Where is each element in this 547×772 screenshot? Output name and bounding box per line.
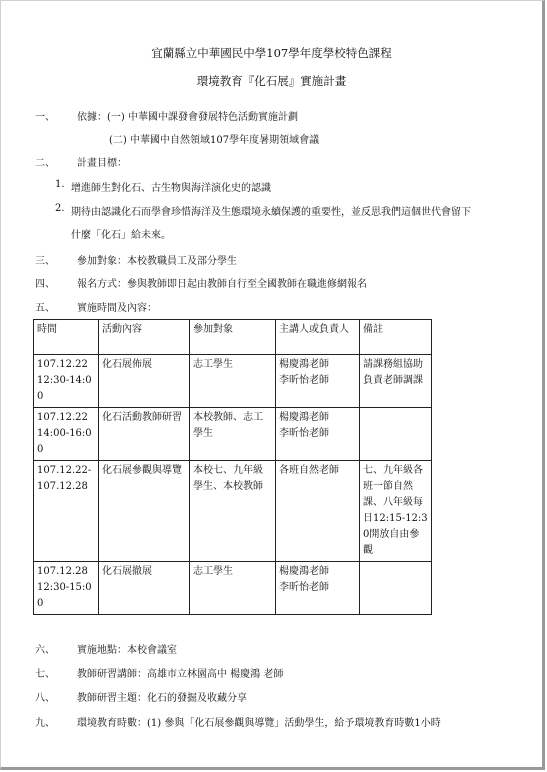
cell-notes: 七、九年級各班一節自然課、八年級每日12:15-12:30開放自由參觀 xyxy=(360,461,432,562)
section-7-number: 七、 xyxy=(35,669,55,680)
cell-notes: 請課務組協助負責老師調課 xyxy=(360,355,432,408)
section-5-number: 五、 xyxy=(35,303,55,314)
header-activity: 活動內容 xyxy=(99,320,190,355)
cell-participants: 本校七、九年級學生、本校教師 xyxy=(190,461,276,562)
section-6-number: 六、 xyxy=(35,645,55,656)
table-row xyxy=(34,408,432,461)
section-4-text: 報名方式：參與教師即日起由教師自行至全國教師在職進修網報名 xyxy=(77,279,367,290)
cell-notes xyxy=(360,562,432,615)
cell-activity: 化石活動教師研習 xyxy=(99,408,190,461)
section-1-sub: (二) 中華國中自然領域107學年度暑期領域會議 xyxy=(109,135,320,146)
header-time: 時間 xyxy=(34,320,99,355)
table-header-row xyxy=(34,320,432,355)
document-subtitle: 環境教育『化石展』實施計畫 xyxy=(196,74,347,88)
goal-2-number: 2. xyxy=(55,203,65,214)
section-1-number: 一、 xyxy=(35,112,55,123)
cell-participants: 志工學生 xyxy=(190,562,276,615)
section-3-number: 三、 xyxy=(35,256,55,267)
cell-notes xyxy=(360,408,432,461)
document-title: 宜蘭縣立中華國民中學107學年度學校特色課程 xyxy=(151,46,392,60)
goal-2-text: 期待由認識化石而學會珍惜海洋及生態環境永續保護的重要性，並反思我們這個世代會留下 xyxy=(71,207,471,218)
section-7-text: 教師研習講師：高雄市立林園高中 楊慶鴻 老師 xyxy=(77,669,284,680)
section-4-number: 四、 xyxy=(35,279,55,290)
header-speaker: 主講人或負責人 xyxy=(276,320,360,355)
cell-speaker: 楊慶鴻老師 李昕怡老師 xyxy=(276,562,360,615)
schedule-table xyxy=(33,319,432,615)
goal-1-text: 增進師生對化石、古生物與海洋演化史的認識 xyxy=(71,183,271,194)
table-row xyxy=(34,562,432,615)
section-2-text: 計畫目標： xyxy=(77,158,127,169)
section-3-text: 參加對象：本校教職員工及部分學生 xyxy=(77,256,237,267)
section-6-text: 實施地點：本校會議室 xyxy=(77,645,177,656)
goal-1-number: 1. xyxy=(55,179,65,190)
goal-2-continuation: 什麼「化石」給未來。 xyxy=(71,230,171,241)
header-notes: 備註 xyxy=(360,320,432,355)
cell-speaker: 楊慶鴻老師 李昕怡老師 xyxy=(276,355,360,408)
section-2-number: 二、 xyxy=(35,158,55,169)
cell-participants: 志工學生 xyxy=(190,355,276,408)
header-participants: 參加對象 xyxy=(190,320,276,355)
section-8-number: 八、 xyxy=(35,693,55,704)
cell-activity: 化石展佈展 xyxy=(99,355,190,408)
cell-time: 107.12.22 14:00-16:00 xyxy=(34,408,99,461)
section-9-text: 環境教育時數：(1) 參與「化石展參觀與導覽」活動學生，給予環境教育時數1小時 xyxy=(77,718,441,729)
table-row xyxy=(34,461,432,562)
section-1-text: 依據：(一) 中華國中課發會發展特色活動實施計劃 xyxy=(77,112,298,123)
table-row xyxy=(34,355,432,408)
cell-speaker: 楊慶鴻老師 李昕怡老師 xyxy=(276,408,360,461)
section-8-text: 教師研習主題：化石的發掘及收藏分享 xyxy=(77,693,247,704)
cell-time: 107.12.22-107.12.28 xyxy=(34,461,99,562)
section-9-number: 九、 xyxy=(35,718,55,729)
cell-participants: 本校教師、志工學生 xyxy=(190,408,276,461)
cell-activity: 化石展撤展 xyxy=(99,562,190,615)
cell-activity: 化石展參觀與導覽 xyxy=(99,461,190,562)
cell-time: 107.12.22 12:30-14:00 xyxy=(34,355,99,408)
cell-speaker: 各班自然老師 xyxy=(276,461,360,562)
cell-time: 107.12.28 12:30-15:00 xyxy=(34,562,99,615)
section-5-text: 實施時間及內容： xyxy=(77,303,157,314)
